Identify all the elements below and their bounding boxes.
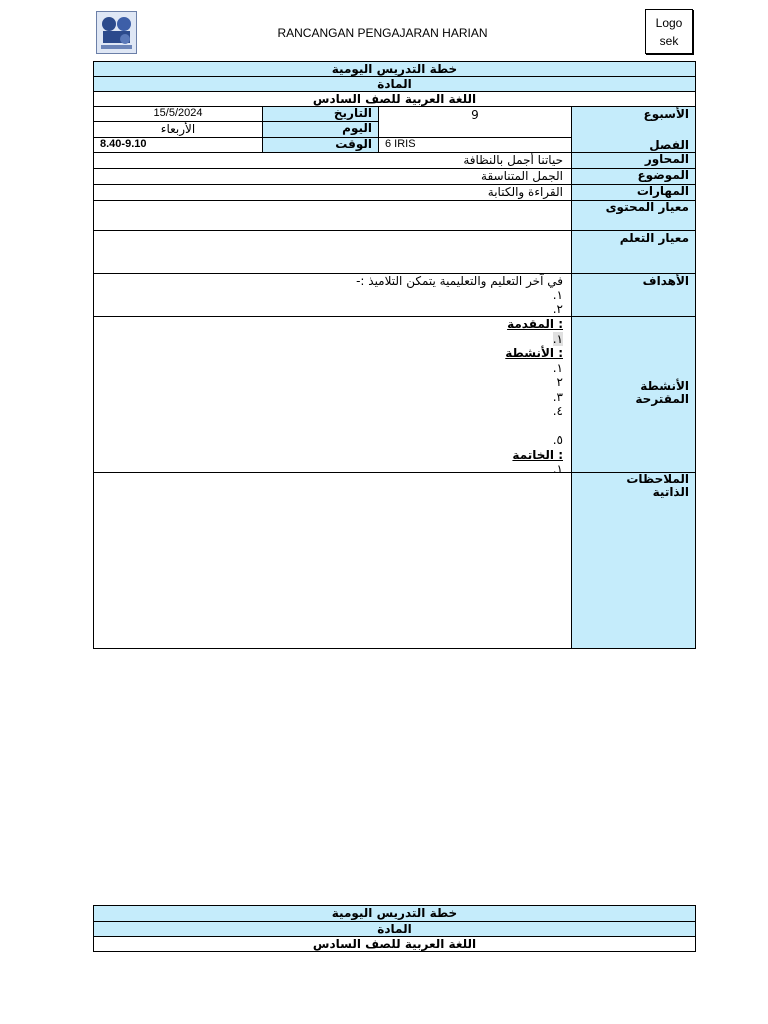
week-value: 9 — [378, 106, 572, 138]
content-standard-label: معيار المحتوى — [571, 200, 696, 231]
skills-value: القراءة والكتابة — [93, 184, 572, 201]
topic-label: الموضوع — [571, 168, 696, 185]
activities-label: المقترحة — [635, 392, 689, 406]
lesson-plan-table-2 — [93, 905, 696, 953]
school-emblem-icon — [96, 11, 137, 54]
activity-item: ٢ — [556, 375, 563, 389]
plan-title: خطة التدريس اليومية — [93, 61, 696, 77]
plan-title: خطة التدريس اليومية — [93, 905, 696, 922]
topic-value: الجمل المتناسقة — [93, 168, 572, 185]
document-title: RANCANGAN PENGAJARAN HARIAN — [277, 26, 488, 40]
objectives-cell — [93, 273, 572, 317]
date-label: التاريخ — [262, 106, 379, 122]
subject-label: المادة — [93, 76, 696, 92]
learning-standard-value — [93, 230, 572, 274]
objectives-intro: في آخر التعليم والتعليمية يتمكن التلاميذ :- — [356, 274, 563, 288]
date-value: 15/5/2024 — [93, 106, 263, 122]
reflection-label: الملاحظات — [626, 472, 689, 486]
activities-label: الأنشطة — [640, 379, 689, 393]
lesson-plan-table — [93, 61, 696, 649]
time-value: 8.40-9.10 — [93, 137, 263, 153]
reflection-label-cell — [571, 472, 696, 649]
activity-item: ٥. — [552, 433, 563, 447]
day-label: اليوم — [262, 121, 379, 138]
closing-item: ١. — [552, 462, 563, 473]
school-logo-placeholder: Logo sek — [645, 9, 693, 54]
week-label: الأسبوع — [571, 106, 696, 153]
theme-label: المحاور — [571, 152, 696, 169]
subject-label: المادة — [93, 921, 696, 937]
day-value: الأربعاء — [93, 121, 263, 138]
skills-label: المهارات — [571, 184, 696, 201]
activity-item: ٤. — [552, 404, 563, 418]
activity-item: ٣. — [552, 389, 563, 404]
activities-cell — [93, 316, 572, 473]
reflection-label: الذاتية — [652, 485, 689, 499]
objective-item: ١. — [552, 288, 563, 302]
objective-item: ٢. — [552, 302, 563, 316]
theme-value: حياتنا أجمل بالنظافة — [93, 152, 572, 169]
activity-item-blank — [102, 419, 563, 434]
time-label: الوقت — [262, 137, 379, 153]
content-standard-value — [93, 200, 572, 231]
objectives-label: الأهداف — [571, 273, 696, 317]
learning-standard-label: معيار التعلم — [571, 230, 696, 274]
activity-item: ١. — [552, 360, 563, 375]
intro-heading: : المقدمة — [507, 317, 563, 331]
activities-label-cell — [571, 316, 696, 473]
activities-heading: : الأنشطة — [505, 346, 563, 360]
intro-item: ١. — [552, 331, 563, 346]
subject-name: اللغة العربية للصف السادس — [93, 91, 696, 107]
reflection-value — [93, 472, 572, 649]
class-value: 6 IRIS — [378, 137, 572, 153]
subject-name: اللغة العربية للصف السادس — [93, 936, 696, 952]
closing-heading: : الخاتمة — [512, 447, 563, 462]
class-label: الفصل — [571, 137, 696, 153]
